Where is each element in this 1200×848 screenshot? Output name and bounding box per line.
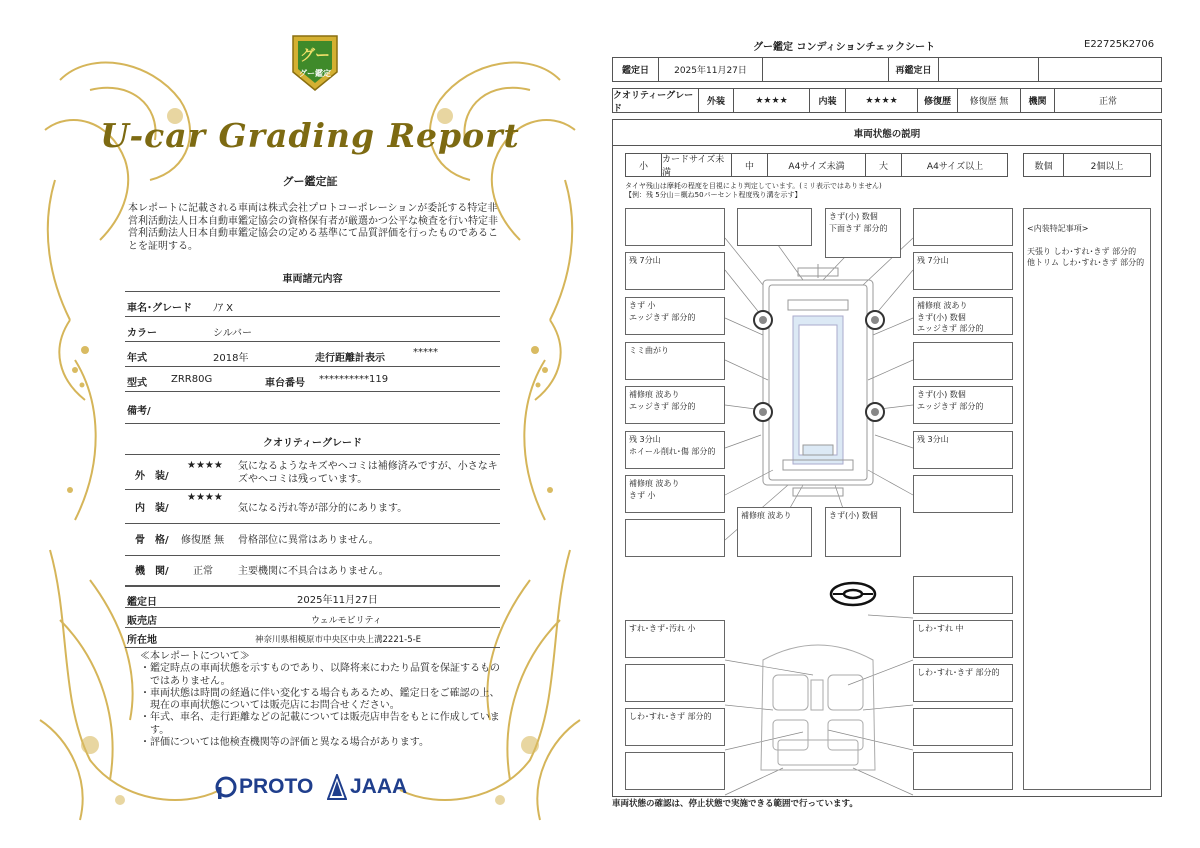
ext-stars: ★★★★ <box>734 89 810 112</box>
dealer-label: 販売店 <box>127 616 157 627</box>
redate-label: 再鑑定日 <box>889 58 939 81</box>
condition-box: ミミ曲がり <box>625 342 725 380</box>
color-label: カラー <box>127 328 157 339</box>
legend-mid-desc: A4サイズ未満 <box>768 154 866 176</box>
sheet-code: E22725K2706 <box>1084 39 1155 50</box>
model-value: ZRR80G <box>171 374 213 385</box>
date-label: 鑑定日 <box>127 597 157 608</box>
int-label: 内装 <box>810 89 846 112</box>
info-row-dealer <box>125 608 500 628</box>
special-text: 天張り しわ･すれ･きず 部分的 他トリム しわ･すれ･きず 部分的 <box>1027 246 1145 267</box>
condition-box <box>625 664 725 702</box>
jaaa-logo-icon <box>327 774 347 800</box>
condition-box: 残 7分山 <box>625 252 725 290</box>
condition-box: きず 小 エッジきず 部分的 <box>625 297 725 335</box>
quality-heading: クオリティーグレード <box>263 438 362 449</box>
condition-box <box>625 208 725 246</box>
tire-note-1: タイヤ残山は摩耗の程度を目視により判定しています。(ミリ表示ではありません) <box>625 182 882 190</box>
frame-label: 骨 格/ <box>135 535 169 546</box>
proto-logo-icon <box>215 775 237 799</box>
condition-box <box>913 752 1013 790</box>
grade-label: クオリティーグレード <box>613 89 699 112</box>
engine-label: 機 関/ <box>135 566 169 577</box>
legend-large-desc: A4サイズ以上 <box>926 161 984 172</box>
legend-mid: 中 <box>732 154 768 176</box>
grade-row-interior <box>125 490 500 524</box>
exterior-stars: ★★★★ <box>187 460 223 471</box>
condition-box: しわ･すれ 中 <box>913 620 1013 658</box>
condition-box: 残 7分山 <box>913 252 1013 290</box>
remarks-label: 備考/ <box>127 406 151 417</box>
int-stars: ★★★★ <box>846 89 918 112</box>
grade-row-frame <box>125 524 500 556</box>
spec-row-name <box>125 291 500 317</box>
condition-box: 残 3分山 <box>913 431 1013 469</box>
sheet-title: グー鑑定 コンディションチェックシート <box>753 42 936 53</box>
steering-wheel-icon <box>831 583 875 605</box>
condition-box: 残 3分山 ホイール削れ･傷 部分的 <box>625 431 725 469</box>
note-item: ・年式、車名、走行距離などの記載については販売店申告をもとに作成しています。 <box>140 712 500 736</box>
frame-desc: 骨格部位に異常はありません。 <box>238 535 379 546</box>
redate-value <box>939 58 1039 81</box>
address-label: 所在地 <box>127 635 157 646</box>
sheet-date-label: 鑑定日 <box>613 58 659 81</box>
report-title: U-car Grading Report <box>100 116 520 155</box>
address-value: 神奈川県相模原市中央区中央上溝2221-5-E <box>255 635 422 645</box>
condition-box <box>913 576 1013 614</box>
condition-box: きず(小) 数個 <box>825 507 901 557</box>
date-row <box>612 57 1162 82</box>
certificate-heading: グー鑑定証 <box>282 175 338 188</box>
grading-certificate <box>30 20 590 840</box>
ext-label: 外装 <box>699 89 734 112</box>
report-notes <box>138 651 508 749</box>
condition-check-sheet <box>608 30 1168 820</box>
legend-count-desc: 2個以上 <box>1090 161 1124 172</box>
condition-box <box>625 519 725 557</box>
special-heading: <内装特記事項> <box>1027 223 1089 233</box>
condition-box: 補修痕 波あり きず 小 <box>625 475 725 513</box>
certificate-text: 本レポートに記載される車両は株式会社プロトコーポレーションが委託する特定非営利活動法人日本自動車鑑定協会の資格保有者が厳選かつ公平な検査を行い特定非営利活動法人日本自動車鑑定協会の定める基準にて品質評価を行ったものであることを証明する。 <box>128 203 498 252</box>
frame-value: 修復歴 無 <box>181 535 225 546</box>
spec-row-year <box>125 342 500 367</box>
tire-note-2: 【例：残 5分山＝概ね50パーセント程度残り溝を示す】 <box>625 191 802 199</box>
grade-row-engine <box>125 556 500 586</box>
condition-box: きず(小) 数個 エッジきず 部分的 <box>913 386 1013 424</box>
note-item: ・評価については他検査機関等の評価と異なる場合があります。 <box>140 737 429 749</box>
interior-label: 内 装/ <box>135 503 169 514</box>
color-value: シルバー <box>213 328 253 339</box>
exterior-label: 外 装/ <box>135 471 169 482</box>
condition-box <box>913 708 1013 746</box>
logos <box>215 772 435 802</box>
condition-box: 補修痕 波あり エッジきず 部分的 <box>625 386 725 424</box>
condition-box <box>913 342 1013 380</box>
interior-desc: 気になる汚れ等が部分的にあります。 <box>238 503 408 514</box>
condition-panel <box>612 119 1162 797</box>
seat-diagram-icon <box>761 645 875 770</box>
jaaa-logo-text: JAAA <box>350 775 408 798</box>
mileage-value: ***** <box>413 347 438 358</box>
specs-heading: 車両諸元内容 <box>282 274 343 285</box>
info-row-address <box>125 628 500 648</box>
engine-label: 機関 <box>1021 89 1055 112</box>
interior-stars: ★★★★ <box>187 492 223 503</box>
chassis-label: 車台番号 <box>265 378 305 389</box>
svg-text:グー: グー <box>299 46 331 64</box>
chassis-value: **********119 <box>319 374 389 385</box>
note-item: ・車両状態は時間の経過に伴い変化する場合もあるため、鑑定日をご確認の上、現在の車両状態については販売店にお問合せください。 <box>140 687 500 712</box>
engine-value: 正常 <box>1098 97 1117 107</box>
condition-box: 補修痕 波あり きず(小) 数個 エッジきず 部分的 <box>913 297 1013 335</box>
legend-large: 大 <box>866 154 902 176</box>
badge-text: グー鑑定 <box>299 69 331 78</box>
condition-box: きず(小) 数個 下面きず 部分的 <box>825 208 901 258</box>
model-label: 型式 <box>127 378 147 389</box>
date-value: 2025年11月27日 <box>297 595 378 606</box>
sheet-footer: 車両状態の確認は、停止状態で実施できる範囲で行っています。 <box>612 799 858 809</box>
spec-row-model <box>125 367 500 392</box>
name-value: ﾉｱ X <box>213 303 234 314</box>
condition-box <box>913 208 1013 246</box>
condition-box <box>625 752 725 790</box>
spec-row-color <box>125 317 500 342</box>
empty-cell <box>763 58 889 81</box>
grading-emblem-icon <box>287 32 343 94</box>
sheet-date-value: 2025年11月27日 <box>659 58 763 81</box>
dealer-value: ウェルモビリティ <box>311 616 382 626</box>
condition-box <box>737 208 812 246</box>
legend-small-desc: カードサイズ未満 <box>662 154 732 176</box>
name-label: 車名･グレード <box>127 303 192 314</box>
condition-box <box>913 475 1013 513</box>
spec-row-remarks <box>125 392 500 424</box>
repair-value: 修復歴 無 <box>958 89 1021 112</box>
condition-heading: 車両状態の説明 <box>853 129 921 140</box>
year-value: 2018年 <box>213 353 249 364</box>
grade-row <box>612 88 1162 113</box>
repair-label: 修復歴 <box>918 89 958 112</box>
note-item: ・鑑定時点の車両状態を示すものであり、以降将来にわたり品質を保証するものではありません。 <box>140 663 500 687</box>
grade-row-exterior <box>125 454 500 490</box>
notes-heading: ≪本レポートについて≫ <box>140 651 250 662</box>
condition-box: すれ･きず･汚れ 小 <box>625 620 725 658</box>
info-row-date <box>125 586 500 608</box>
exterior-desc: 気になるようなキズやヘコミは補修済みですが、小さなキズやヘコミは残っています。 <box>238 461 498 485</box>
legend-count: 数個 <box>1024 154 1064 176</box>
legend-small: 小 <box>626 154 662 176</box>
condition-box: しわ･すれ･きず 部分的 <box>913 664 1013 702</box>
mileage-label: 走行距離計表示 <box>315 353 385 364</box>
year-label: 年式 <box>127 353 147 364</box>
engine-desc: 主要機関に不具合はありません。 <box>238 566 389 577</box>
proto-logo-text: PROTO <box>239 775 314 798</box>
condition-box: しわ･すれ･きず 部分的 <box>625 708 725 746</box>
condition-box: 補修痕 波あり <box>737 507 812 557</box>
engine-value: 正常 <box>193 566 213 577</box>
